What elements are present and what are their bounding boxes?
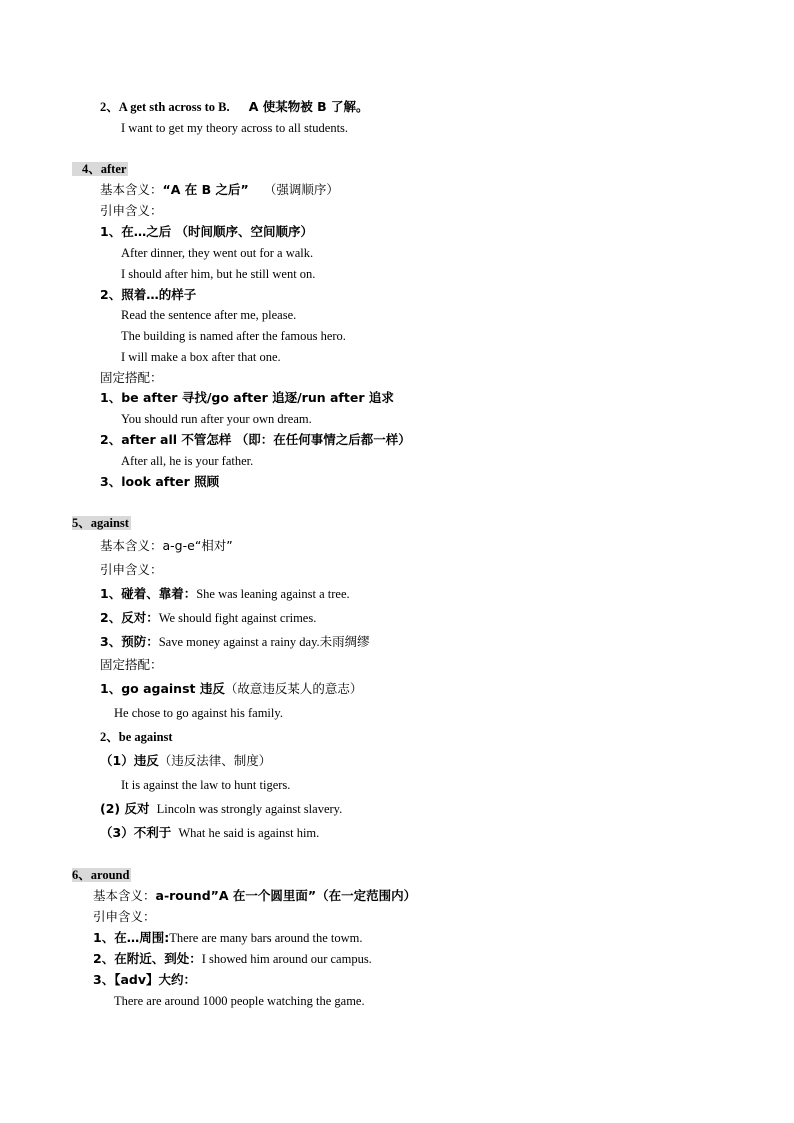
- sec5-title: [72, 515, 131, 531]
- sec5-s3-ex: What he said is against him.: [178, 826, 320, 840]
- sec4-fixed-label: 固定搭配：: [100, 370, 163, 385]
- sec5-m1-line: [100, 586, 350, 602]
- sec4-basic-line: [100, 182, 339, 198]
- sec4-m2-head: 2、照着…的样子: [100, 287, 197, 302]
- sec5-m2-head: 2、反对：: [100, 610, 159, 625]
- sec5-s3-head: （3）不利于: [100, 825, 172, 840]
- sec5-basic-label: 基本含义：: [100, 538, 163, 553]
- sec4-m2-ex2: The building is named after the famous hero.: [121, 329, 346, 343]
- sec4-basic-label: 基本含义：: [100, 182, 163, 197]
- sec4-m2-ex1: Read the sentence after me, please.: [121, 308, 297, 322]
- sec5-basic-meaning: a-g-e“相对”: [162, 538, 233, 553]
- sec4-f1-ex: You should run after your own dream.: [121, 412, 312, 426]
- sec3-item2-line: [100, 99, 369, 115]
- sec6-basic-meaning: a-round”A 在一个圆里面”（在一定范围内）: [155, 888, 417, 903]
- sec4-f2-head: 2、after all 不管怎样 （即：在任何事情之后都一样）: [100, 432, 411, 447]
- sec5-m3-ex: Save money against a rainy day.未雨绸缪: [158, 635, 370, 649]
- sec4-title-text: 4、after: [72, 162, 128, 176]
- sec5-s2-ex: Lincoln was strongly against slavery.: [156, 802, 343, 816]
- sec4-m1-ex2: I should after him, but he still went on.: [121, 267, 316, 281]
- sec5-title-text: 5、against: [72, 516, 129, 530]
- sec5-s2-line: [100, 801, 342, 817]
- sec5-m3-head: 3、预防：: [100, 634, 159, 649]
- sec5-f2-head: 2、be against: [100, 730, 173, 744]
- sec4-f3-head: 3、look after 照顾: [100, 474, 220, 489]
- sec5-s2-head: (2) 反对: [100, 801, 150, 816]
- sec3-item2-head: 2、A get sth across to B.: [100, 100, 230, 114]
- sec4-m2-ex3: I will make a box after that one.: [121, 350, 281, 364]
- sec6-m2-head: 2、在附近、到处：: [93, 951, 202, 966]
- sec5-f1-ex: He chose to go against his family.: [114, 706, 283, 720]
- sec6-m1-line: [93, 930, 363, 946]
- sec5-s1-ex: It is against the law to hunt tigers.: [121, 778, 291, 792]
- sec3-item2-example: I want to get my theory across to all students.: [121, 121, 349, 135]
- sec4-m1-head: 1、在…之后 （时间顺序、空间顺序）: [100, 224, 314, 239]
- sec6-m2-ex: I showed him around our campus.: [201, 952, 372, 966]
- sec6-title-text: 6、around: [72, 868, 130, 882]
- sec4-f1-head: 1、be after 寻找/go after 追逐/run after 追求: [100, 390, 394, 405]
- sec4-title: [72, 161, 128, 177]
- sec5-m2-ex: We should fight against crimes.: [158, 611, 317, 625]
- sec5-m1-ex: She was leaning against a tree.: [196, 587, 350, 601]
- sec6-basic-label: 基本含义：: [93, 888, 156, 903]
- sec5-m1-head: 1、碰着、靠着：: [100, 586, 197, 601]
- sec5-s3-line: [100, 825, 319, 841]
- sec6-m2-line: [93, 951, 372, 967]
- sec3-item2-head-cn: A 使某物被 B 了解。: [248, 99, 369, 114]
- sec5-s1-note: （违反法律、制度）: [158, 753, 272, 768]
- sec4-f2-ex: After all, he is your father.: [121, 454, 254, 468]
- sec4-ext-label: 引申含义：: [100, 203, 163, 218]
- sec5-f1-line: [100, 681, 362, 697]
- sec5-s1-line: [100, 753, 271, 769]
- sec6-m3-ex: There are around 1000 people watching the game.: [114, 994, 365, 1008]
- sec5-basic-line: [100, 538, 233, 554]
- sec6-ext-label: 引申含义：: [93, 909, 156, 924]
- sec5-m2-line: [100, 610, 316, 626]
- sec4-basic-note: （强调顺序）: [263, 182, 339, 197]
- sec4-basic-meaning: “A 在 B 之后”: [162, 182, 249, 197]
- sec6-m1-head: 1、在…周围:: [93, 930, 170, 945]
- sec6-title: [72, 867, 131, 883]
- sec5-fixed-label: 固定搭配：: [100, 657, 163, 672]
- sec5-ext-label: 引申含义：: [100, 562, 163, 577]
- sec5-s1-head: （1）违反: [100, 753, 159, 768]
- sec6-m3-head: 3、【adv】大约：: [93, 972, 196, 987]
- sec5-m3-line: [100, 634, 370, 650]
- sec6-m1-ex: There are many bars around the towm.: [169, 931, 363, 945]
- sec5-f1-head: 1、go against 违反: [100, 681, 225, 696]
- sec5-f1-note: （故意违反某人的意志）: [224, 681, 363, 696]
- sec4-m1-ex1: After dinner, they went out for a walk.: [121, 246, 314, 260]
- sec6-basic-line: [93, 888, 416, 904]
